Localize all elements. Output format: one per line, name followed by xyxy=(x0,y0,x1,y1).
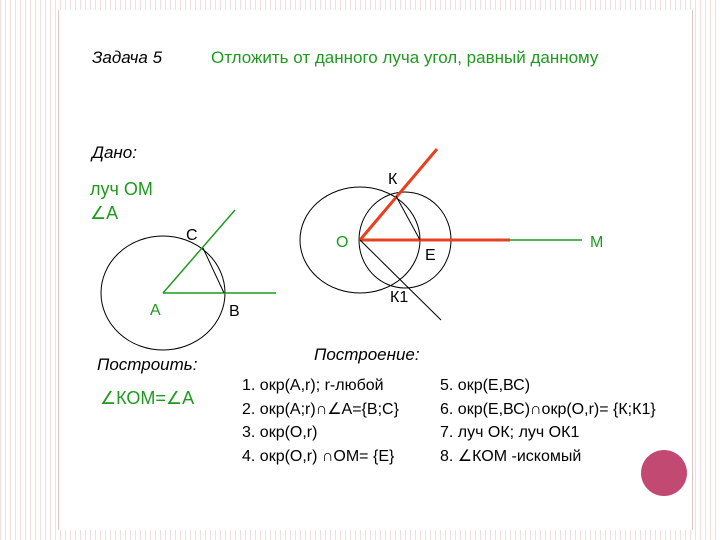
construction-step: 4. окр(О,r) ∩ОМ= {Е} xyxy=(242,447,395,465)
given-ray: луч ОМ xyxy=(90,179,153,199)
construction-figure xyxy=(300,149,603,320)
construction-step: 2. окр(А;r)∩∠А={B;C} xyxy=(242,400,399,418)
point-label-o: О xyxy=(336,234,349,251)
chord-ke xyxy=(396,196,420,240)
construction-step: 5. окр(Е,ВС) xyxy=(440,377,531,394)
construction-heading: Построение: xyxy=(314,345,420,364)
construction-step: 6. окр(Е,ВС)∩окр(О,r)= {К;К1} xyxy=(440,400,656,418)
task-number: Задача 5 xyxy=(92,48,163,67)
point-label-m: М xyxy=(590,234,604,251)
point-label-c: С xyxy=(186,227,198,244)
point-label-b: В xyxy=(229,303,240,320)
construction-step: 3. окр(О,r) xyxy=(242,424,318,441)
build-goal: ∠КОМ=∠А xyxy=(100,388,195,408)
construction-step: 8. ∠КОМ -искомый xyxy=(440,447,582,465)
task-title: Отложить от данного луча угол, равный данному xyxy=(211,48,599,67)
given-heading: Дано: xyxy=(92,143,137,162)
given-angle: ∠А xyxy=(90,203,119,223)
ray-ok xyxy=(360,149,437,240)
angle-side-ac xyxy=(163,210,235,293)
construction-step: 7. луч ОК; луч ОК1 xyxy=(440,424,580,441)
point-label-a: А xyxy=(150,302,161,319)
construction-step: 1. окр(А,r); r-любой xyxy=(242,377,384,394)
build-heading: Построить: xyxy=(97,355,198,374)
point-label-e: Е xyxy=(425,247,436,264)
given-angle-figure xyxy=(101,210,276,350)
chord-bc xyxy=(203,248,224,293)
point-label-k1: К1 xyxy=(390,289,409,306)
point-label-k: К xyxy=(388,171,398,188)
